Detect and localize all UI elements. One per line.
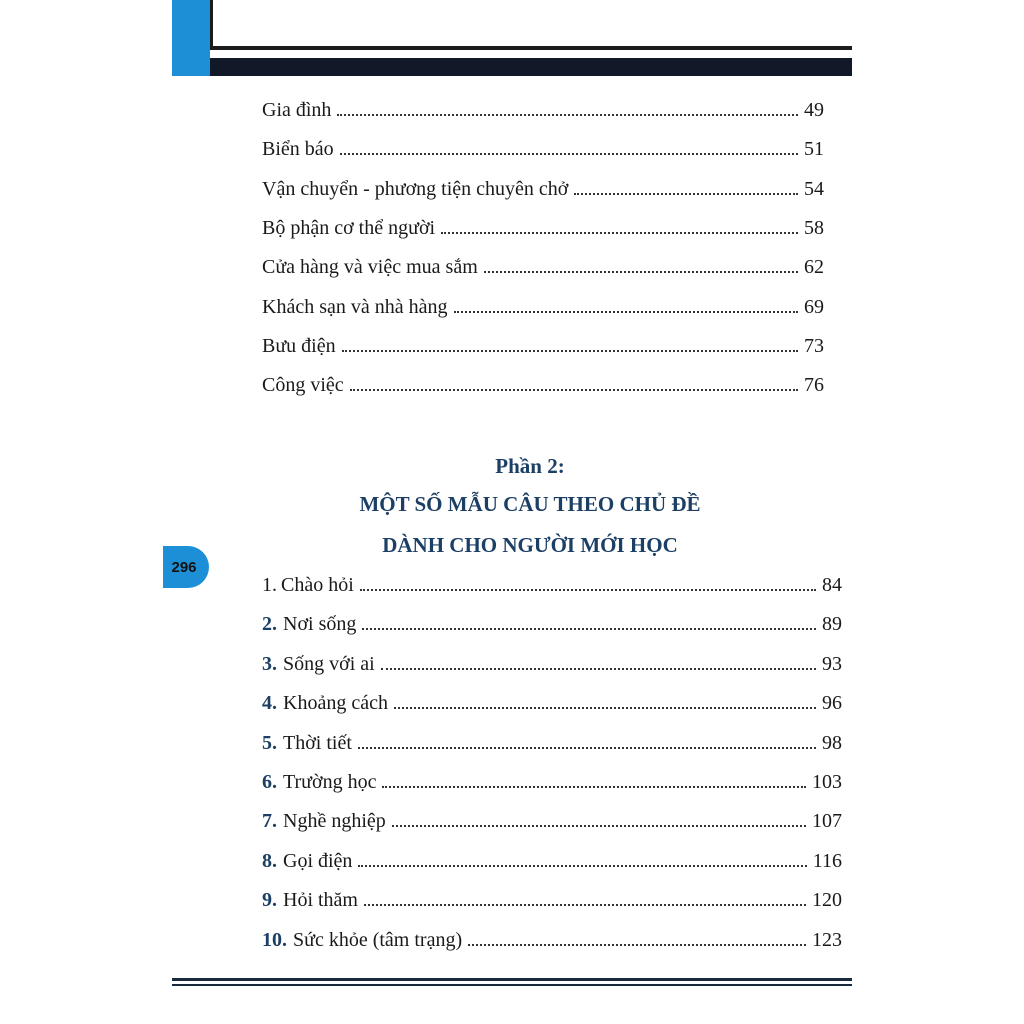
toc-entry-number: 7.: [262, 810, 277, 833]
toc-entry-title-group: [262, 925, 462, 955]
toc-entry-title-group: [262, 252, 478, 282]
toc-entry: [262, 688, 842, 718]
toc-entry-number: 10.: [262, 928, 287, 951]
toc-entry-title-group: [262, 806, 386, 836]
toc-entry-title: Nghề nghiệp: [283, 810, 386, 833]
toc-entry-page: 73: [804, 334, 824, 357]
toc-entry-title-group: [262, 767, 376, 797]
toc-entry: [262, 252, 824, 282]
toc-leader-dots: [337, 112, 798, 116]
toc-entry-title-group: [262, 609, 356, 639]
toc-entry: [262, 925, 842, 955]
toc-entry: [262, 95, 824, 125]
toc-entry: [262, 292, 824, 322]
toc-leader-dots: [381, 666, 816, 670]
toc-entry-title: Gia đình: [262, 99, 332, 121]
toc-entry-title: Công việc: [262, 374, 344, 397]
toc-entry-title: Hỏi thăm: [283, 889, 358, 912]
toc-leader-dots: [360, 587, 816, 591]
toc-entry-title-group: [262, 174, 568, 204]
toc-entry-title-group: [262, 570, 354, 600]
toc-entry-title: Biển báo: [262, 138, 334, 161]
toc-entry: [262, 885, 842, 915]
toc-entry-number: 5.: [262, 731, 277, 754]
toc-entry-page: 69: [804, 295, 824, 318]
toc-entry-title: Sống với ai: [283, 652, 375, 675]
header-frame: [210, 0, 852, 50]
toc-leader-dots: [468, 942, 806, 946]
toc-entry-title: Gọi điện: [283, 849, 353, 872]
toc-entry-title-group: [262, 95, 331, 125]
toc-entry-number: 3.: [262, 652, 277, 675]
toc-leader-dots: [392, 823, 806, 827]
toc-entry-title: Bưu điện: [262, 334, 336, 357]
toc-entry: [262, 370, 824, 400]
part2-heading: Phần 2:: [495, 454, 565, 478]
toc-leader-dots: [350, 387, 798, 391]
toc-entry-number: 4.: [262, 692, 277, 715]
toc-entry-title-group: [262, 213, 435, 243]
toc-entry-title-group: [262, 134, 334, 164]
toc-leader-dots: [484, 269, 798, 273]
toc-entry: [262, 767, 842, 797]
toc-entry-title-group: [262, 885, 358, 915]
toc-leader-dots: [394, 705, 816, 709]
toc-leader-dots: [454, 309, 799, 313]
toc-entry-number: 8.: [262, 849, 277, 872]
toc-entry: [262, 846, 842, 876]
toc-entry: [262, 728, 842, 758]
toc-entry-page: 98: [822, 731, 842, 754]
toc-entry-page: 84: [822, 574, 842, 596]
toc-entry-page: 49: [804, 99, 824, 121]
toc-entry-page: 120: [812, 889, 842, 912]
toc-entry-page: 51: [804, 138, 824, 161]
toc-entry: [262, 609, 842, 639]
toc-leader-dots: [364, 902, 806, 906]
toc-entry-title-group: [262, 331, 336, 361]
toc-entry-title-group: [262, 846, 352, 876]
toc-entry-page: 76: [804, 374, 824, 397]
toc-entry-title-group: [262, 292, 448, 322]
toc-entry: [262, 806, 842, 836]
toc-entry: [262, 174, 824, 204]
toc-leader-dots: [382, 784, 806, 788]
toc-leader-dots: [340, 151, 798, 155]
toc-entry-number: 9.: [262, 889, 277, 912]
toc-entry-page: 54: [804, 177, 824, 200]
toc-entry-page: 93: [822, 652, 842, 675]
toc-entry-title: Trường học: [283, 771, 377, 793]
part2-title-line1: MỘT SỐ MẪU CÂU THEO CHỦ ĐỀ: [359, 492, 701, 516]
toc-entry: [262, 134, 824, 164]
toc-entry-page: 103: [812, 771, 842, 793]
toc-entry-title: Thời tiết: [283, 731, 352, 754]
toc-entry: [262, 570, 842, 600]
toc-entry-title: Chào hỏi: [281, 574, 354, 596]
footer-rule-top: [172, 978, 852, 981]
toc-entry: [262, 649, 842, 679]
toc-entry-number: 6.: [262, 771, 277, 793]
toc-leader-dots: [358, 745, 816, 749]
toc-entry-number: 1.: [262, 574, 277, 596]
page-number-tab: 296: [163, 546, 209, 588]
toc-entry-title: Vận chuyển - phương tiện chuyên chở: [262, 177, 569, 200]
toc-entry-title: Cửa hàng và việc mua sắm: [262, 256, 478, 279]
toc-leader-dots: [342, 348, 798, 352]
toc-leader-dots: [441, 230, 798, 234]
toc-entry-title: Khách sạn và nhà hàng: [262, 295, 448, 318]
header-accent-block: [172, 0, 210, 76]
toc-entry-title: Bộ phận cơ thể người: [262, 216, 436, 239]
toc-entry-title: Nơi sống: [283, 613, 357, 636]
header-bar: [210, 58, 852, 76]
toc-entry-title-group: [262, 728, 352, 758]
toc-entry-title-group: [262, 370, 344, 400]
toc-entry-title: Khoảng cách: [283, 692, 388, 715]
footer-rule-bottom: [172, 984, 852, 986]
toc-entry-title-group: [262, 649, 375, 679]
toc-entry-page: 123: [812, 928, 842, 951]
toc-entry-number: 2.: [262, 613, 277, 636]
toc-entry-page: 116: [812, 849, 842, 872]
toc-entry-page: 89: [822, 613, 842, 636]
toc-entry-title-group: [262, 688, 388, 718]
toc-leader-dots: [574, 191, 798, 195]
toc-entry-page: 107: [812, 810, 842, 833]
toc-entry-title: Sức khỏe (tâm trạng): [293, 928, 463, 951]
part2-title-line2: DÀNH CHO NGƯỜI MỚI HỌC: [382, 533, 678, 557]
toc-entry: [262, 331, 824, 361]
toc-entry-page: 58: [804, 216, 824, 239]
toc-leader-dots: [362, 626, 816, 630]
toc-entry: [262, 213, 824, 243]
toc-leader-dots: [358, 863, 806, 867]
toc-entry-page: 62: [804, 256, 824, 279]
toc-entry-page: 96: [822, 692, 842, 715]
